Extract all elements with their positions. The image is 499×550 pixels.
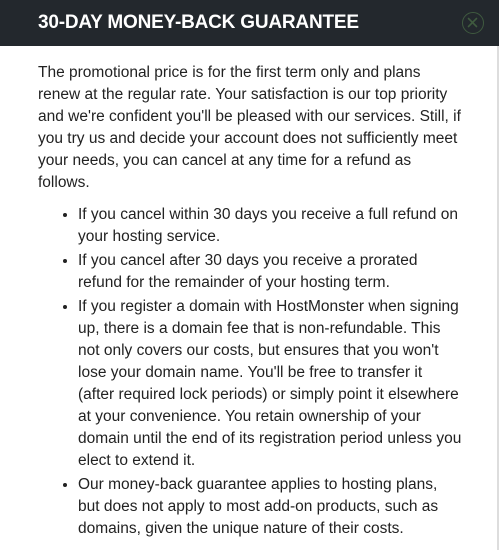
modal-body bbox=[38, 62, 462, 542]
list-item: • If you cancel after 30 days you receive a prorated refund for the remainder of your hosting term. bbox=[78, 250, 462, 294]
intro-paragraph: The promotional price is for the first term only and plans renew at the regular rate. Your satisfaction is our top priority and we're confident you'll be pleased with our services. Still, if you try us and decide your account does not sufficiently meet your needs, you can cancel at any time for a refund as follows. bbox=[38, 64, 461, 191]
list-item: • Our money-back guarantee applies to hosting plans, but does not apply to most add-on products, such as domains, given the unique nature of their costs. bbox=[78, 474, 462, 540]
list-item: • If you register a domain with HostMonster when signing up, there is a domain fee that is non-refundable. This not only covers our costs, but ensures that you won't lose your domain name. You'll be free to transfer it (after required lock periods) or simply point it elsewhere at your convenience. You retain ownership of your domain until the end of its registration period unless you elect to extend it. bbox=[78, 296, 462, 472]
list-item: • If you cancel within 30 days you receive a full refund on your hosting service. bbox=[78, 204, 462, 248]
modal-title: 30-DAY MONEY-BACK GUARANTEE bbox=[38, 12, 359, 33]
refund-terms-list bbox=[38, 204, 462, 540]
modal-header bbox=[0, 0, 499, 46]
close-circle-icon bbox=[463, 13, 482, 32]
close-button[interactable] bbox=[462, 12, 484, 34]
